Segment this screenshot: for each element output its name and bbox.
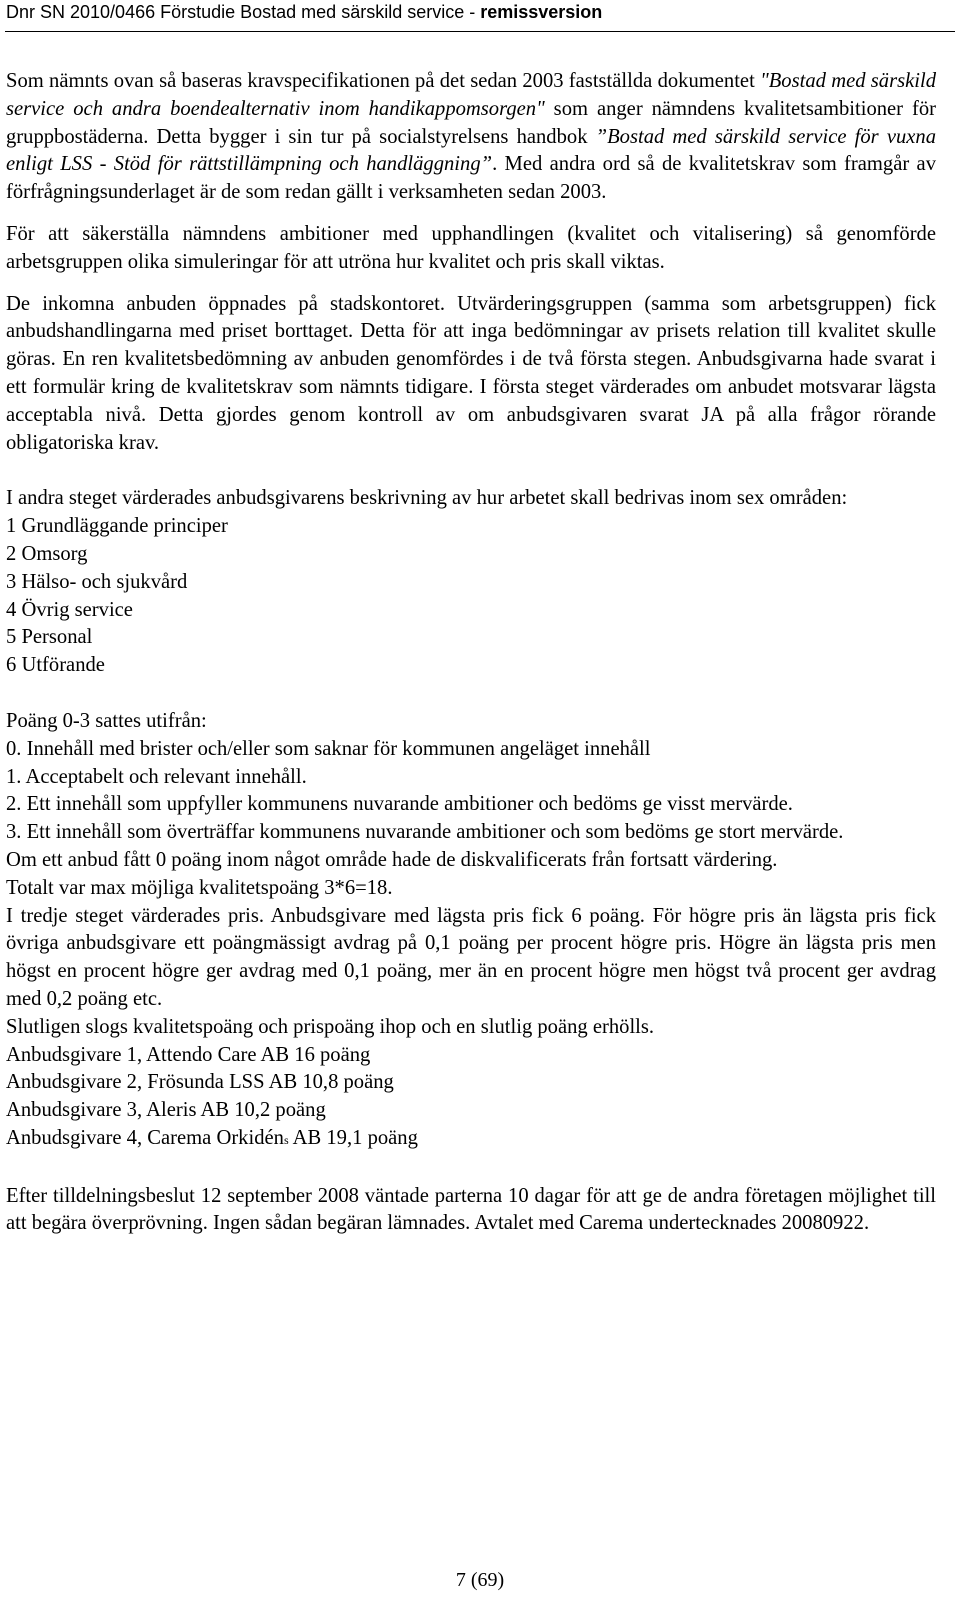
area-item: 4 Övrig service [6, 598, 133, 621]
points-intro: Poäng 0-3 sattes utifrån: [6, 709, 207, 732]
text-span: Som nämnts ovan så baseras kravspecifikationen på det sedan 2003 fastställda dokumentet [6, 70, 761, 92]
text-span: Anbudsgivare 4, Carema Orkidén [6, 1126, 284, 1149]
paragraph-simulations: För att säkerställa nämndens ambitioner med upphandlingen (kvalitet och vitalisering) så genomförde arbetsgruppen olika simuleringar för att utröna hur kvalitet och pris skall viktas. [6, 222, 936, 273]
max-points-text: Totalt var max möjliga kvalitetspoäng 3*6=18. [6, 876, 393, 899]
area-item: 5 Personal [6, 626, 93, 649]
price-step-text: I tredje steget värderades pris. Anbudsgivare med lägsta pris fick 6 poäng. För högre pris än lägsta pris fick övriga anbudsgivare ett poängmässigt avdrag på 0,1 poäng per procent högre pris. Högre än lägsta pris men högst en procent högre ger avdrag med 0,1 poäng, mer än en procent högre men högst två procent ger avdrag med 0,2 poäng etc. [6, 904, 936, 1010]
final-score-text: Slutligen slogs kvalitetspoäng och prispoäng ihop och en slutlig poäng erhölls. [6, 1015, 655, 1038]
area-item: 1 Grundläggande principer [6, 515, 228, 538]
points-item: 0. Innehåll med brister och/eller som saknar för kommunen angeläget innehåll [6, 737, 651, 760]
area-item: 2 Omsorg [6, 542, 88, 565]
disqualify-text: Om ett anbud fått 0 poäng inom något område hade de diskvalificerats från fortsatt värdering. [6, 848, 778, 871]
document-body [6, 68, 936, 1238]
points-item: 3. Ett innehåll som överträffar kommunens nuvarande ambitioner och som bedöms ge stort mervärde. [6, 821, 844, 844]
area-item: 3 Hälso- och sjukvård [6, 570, 188, 593]
handbook-title-italic: ”Bostad med särskild service för vuxna enligt LSS - Stöd för rättstillämpning och handläggning” [6, 125, 936, 176]
bidder-result: Anbudsgivare 2, Frösunda LSS AB 10,8 poäng [6, 1071, 394, 1094]
header-rule [5, 31, 955, 32]
text-span: s [283, 1132, 289, 1147]
paragraph-areas-intro: I andra steget värderades anbudsgivarens beskrivning av hur arbetet skall bedrivas inom sex områden: [6, 487, 848, 510]
bidder-result: Anbudsgivare 1, Attendo Care AB 16 poäng [6, 1043, 371, 1066]
text-span: . Med andra ord så de kvalitetskrav som framgår av förfrågningsunderlaget är de som redan gällt i verksamheten sedan 2003. [6, 153, 936, 204]
area-item: 6 Utförande [6, 654, 105, 677]
text-span: AB 19,1 poäng [288, 1126, 418, 1149]
paragraph-contract: Efter tilldelningsbeslut 12 september 2008 väntade parterna 10 dagar för att ge de andra företagen möjlighet till att begära överprövning. Ingen sådan begäran lämnades. Avtalet med Carema undertecknades 20080922. [6, 1184, 936, 1235]
bidder-result: Anbudsgivare 3, Aleris AB 10,2 poäng [6, 1099, 326, 1122]
paragraph-background [6, 68, 936, 207]
text-span: som anger nämndens kvalitetsambitioner för gruppbostäderna. Detta bygger i sin tur på socialstyrelsens handbok [6, 97, 936, 148]
page-header [6, 2, 954, 22]
points-item: 1. Acceptabelt och relevant innehåll. [6, 765, 307, 788]
header-title-bold: remissversion [480, 2, 603, 22]
paragraph-evaluation: De inkomna anbuden öppnades på stadskontoret. Utvärderingsgruppen (samma som arbetsgruppen) fick anbudshandlingarna med priset borttaget. Detta för att inga bedömningar av prisets relation till kvalitet skulle göras. En ren kvalitetsbedömning av anbuden genomfördes i de två första stegen. Anbudsgivarna hade svarat i ett formulär kring de kvalitetskrav som nämnts tidigare. I första steget värderades om anbudet motsvarar lägsta acceptabla nivå. Detta gjordes genom kontroll av om anbudsgivaren svarat JA på alla frågor rörande obligatoriska krav. [6, 292, 936, 454]
points-item: 2. Ett innehåll som uppfyller kommunens nuvarande ambitioner och bedöms ge visst mervärde. [6, 793, 793, 816]
header-title: Dnr SN 2010/0466 Förstudie Bostad med särskild service - [6, 2, 481, 22]
page-number: 7 (69) [455, 1569, 505, 1591]
bidder-result [6, 1125, 936, 1155]
document-title-italic: "Bostad med särskild service och andra boendealternativ inom handikappomsorgen" [6, 70, 936, 120]
